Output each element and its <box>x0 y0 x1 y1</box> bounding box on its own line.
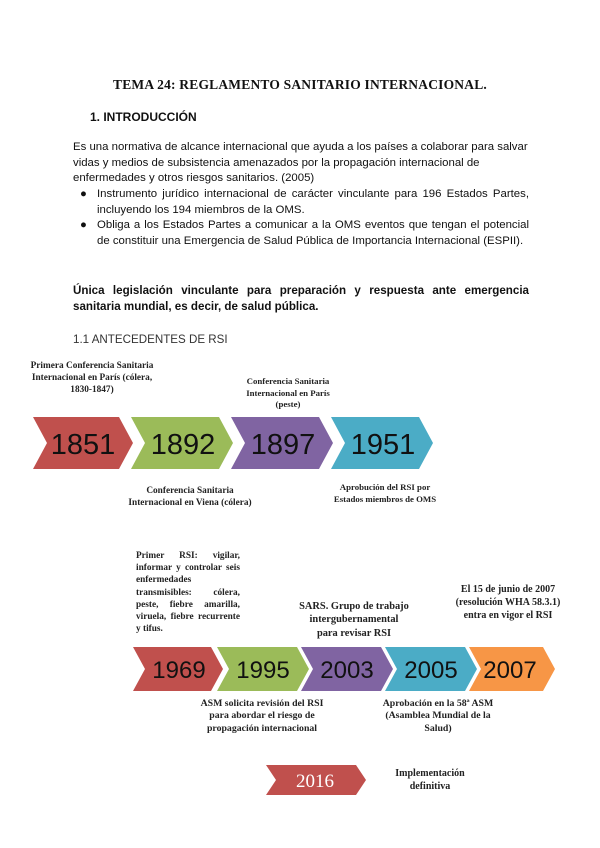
year-label-1897: 1897 <box>250 429 316 461</box>
year-label-1892: 1892 <box>150 429 216 461</box>
caption-1969: Primer RSI: vigilar, informar y controlar seis enfermedades transmisibles: cólera, peste, fiebre amarilla, viruela, fiebre recurrente y tifus. <box>136 551 240 635</box>
year-label-2016: 2016 <box>296 771 334 792</box>
caption-1897: Conferencia Sanitaria Internacional en París (peste) <box>246 376 330 409</box>
caption-1995: ASM solicita revisión del RSI para abordar el riesgo de propagación internacional <box>200 698 324 734</box>
caption-2005: Aprobación en la 58ª ASM (Asamblea Mundial de la Salud) <box>382 698 494 734</box>
year-label-2003: 2003 <box>320 657 374 684</box>
key-statement: Única legislación vinculante para preparación y respuesta ante emergencia sanitaria mundial, es decir, de salud pública. <box>73 284 529 313</box>
year-label-1969: 1969 <box>152 657 206 684</box>
caption-2007: El 15 de junio de 2007 (resolución WHA 58.3.1) entra en vigor el RSI <box>455 584 561 622</box>
caption-1892: Conferencia Sanitaria Internacional en Viena (cólera) <box>128 486 252 508</box>
intro-paragraph: Es una normativa de alcance internacional que ayuda a los países a colaborar para salvar vidas y medios de subsistencia amenazados por la propagación internacional de enfermedades y otros riesgos sanitarios. (2005) <box>73 141 528 185</box>
bullet-icon: ● <box>80 219 87 232</box>
caption-2003: SARS. Grupo de trabajo intergubernamental para revisar RSI <box>299 601 409 639</box>
year-label-1951: 1951 <box>350 429 416 461</box>
section-heading-antecedentes: 1.1 ANTECEDENTES DE RSI <box>73 333 228 346</box>
caption-2016: Implementación definitiva <box>395 768 465 792</box>
bullet-icon: ● <box>80 188 87 200</box>
year-label-2005: 2005 <box>404 657 458 684</box>
year-label-2007: 2007 <box>483 657 537 684</box>
caption-1851: Primera Conferencia Sanitaria Internacional en París (cólera, 1830-1847) <box>30 361 154 395</box>
year-label-1851: 1851 <box>50 429 116 461</box>
bullet-text: Obliga a los Estados Partes a comunicar a la OMS eventos que tengan el potencial de constituir una Emergencia de Salud Pública de Importancia Internacional (ESPII). <box>97 219 529 247</box>
document-title: TEMA 24: REGLAMENTO SANITARIO INTERNACIONAL. <box>113 77 487 92</box>
caption-1951: Aprobución del RSI por Estados miembros de OMS <box>333 482 437 504</box>
bullet-text: Instrumento jurídico internacional de carácter vinculante para 196 Estados Partes, incluyendo los 194 miembros de la OMS. <box>97 188 529 216</box>
section-heading-introduccion: 1. INTRODUCCIÓN <box>90 110 197 124</box>
year-label-1995: 1995 <box>236 657 290 684</box>
